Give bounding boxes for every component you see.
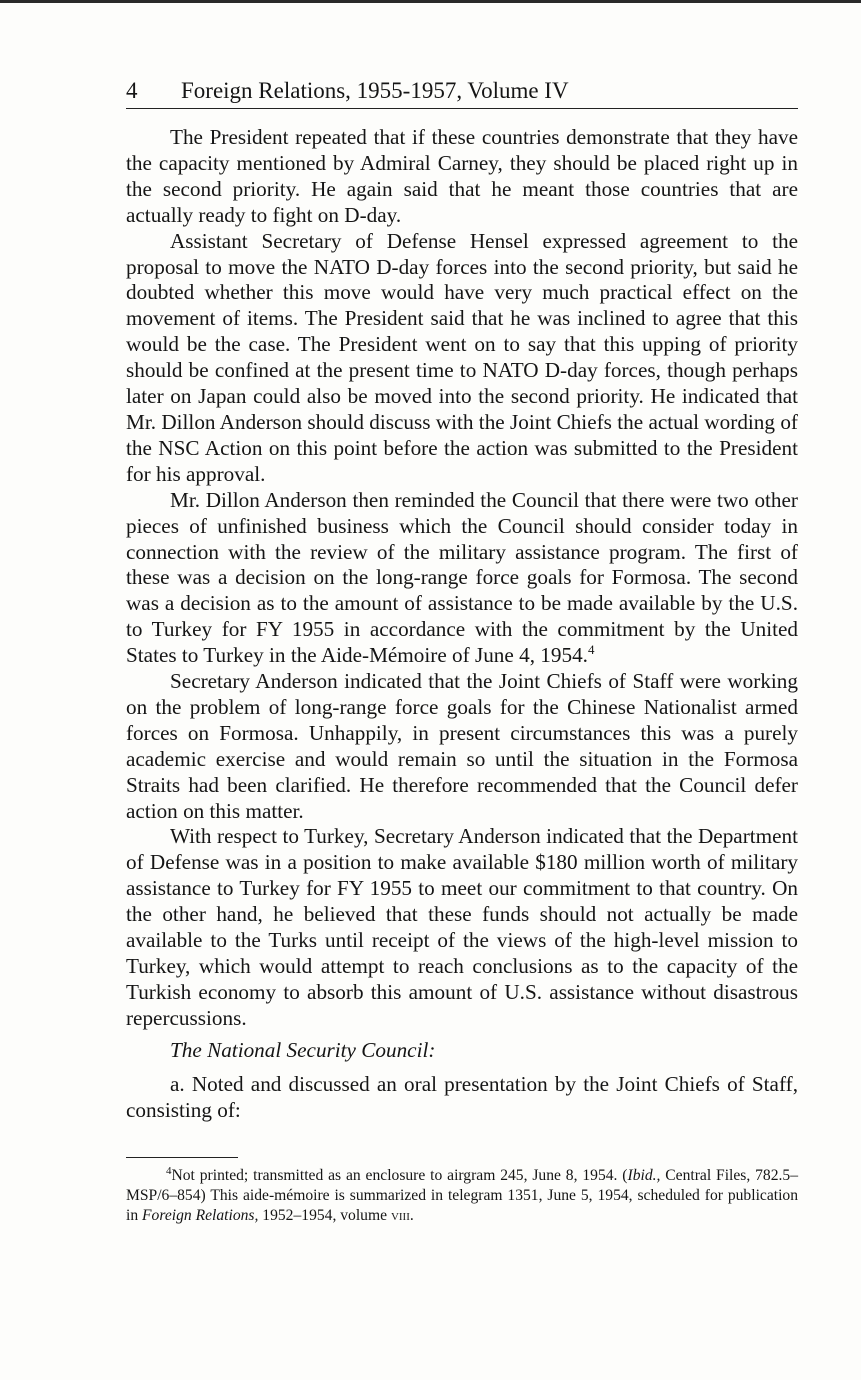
footnote: [126, 1166, 798, 1226]
council-item-a: a. Noted and discussed an oral presentation by the Joint Chiefs of Staff, consisting of:: [126, 1071, 798, 1122]
paragraph-4: Secretary Anderson indicated that the Joint Chiefs of Staff were working on the problem of long-range force goals for the Chinese Nationalist armed forces on Formosa. Unhappily, in present circumstances this was a purely academic exercise and would remain so until the situation in the Formosa Straits had been clarified. He therefore recommended that the Council defer action on this matter.: [126, 669, 798, 823]
running-header: [126, 76, 798, 109]
paragraph-5: With respect to Turkey, Secretary Anderson indicated that the Department of Defense was in a position to make available $180 million worth of military assistance to Turkey for FY 1955 to meet our commitment to that country. On the other hand, he believed that these funds should not actually be made available to the Turks until receipt of the views of the high-level mission to Turkey, which would attempt to reach conclusions as to the capacity of the Turkish economy to absorb this amount of U.S. assistance without disastrous repercussions.: [126, 824, 798, 1030]
footnote-text-4: .: [409, 1207, 414, 1225]
footnote-rule: [126, 1157, 238, 1158]
footnote-reference: 4: [587, 642, 595, 658]
footnote-text-2: Central Files, 782.5–MSP/6–854) This aide-mémoire is summarized in telegram 1351, June 5, 1954, scheduled for publication in: [126, 1167, 799, 1225]
page-top-edge: [0, 0, 861, 3]
footnote-text-1: Not printed; transmitted as an enclosure to airgram 245, June 8, 1954. (: [171, 1167, 628, 1185]
footnote-volume: viii: [390, 1207, 410, 1225]
paragraph-1: The President repeated that if these countries demonstrate that they have the capacity mentioned by Admiral Carney, they should be placed right up in the second priority. He again said that he meant those countries that are actually ready to fight on D-day.: [126, 125, 798, 227]
body-text: [126, 125, 798, 1123]
document-page: [126, 76, 798, 1226]
page-number: 4: [126, 78, 138, 103]
paragraph-3: [126, 488, 798, 669]
paragraph-2: Assistant Secretary of Defense Hensel expressed agreement to the proposal to move the NATO D-day forces into the second priority, but said he doubted whether this move would have very much practical effect on the movement of items. The President said that he was inclined to agree that this would be the case. The President went on to say that this upping of priority should be confined at the present time to NATO D-day forces, though perhaps later on Japan could also be moved into the second priority. He indicated that Mr. Dillon Anderson should discuss with the Joint Chiefs the actual wording of the NSC Action on this point before the action was submitted to the President for his approval.: [126, 228, 798, 486]
paragraph-3-text: Mr. Dillon Anderson then reminded the Council that there were two other pieces of unfinished business which the Council should consider today in connection with the review of the military assistance program. The first of these was a decision on the long-range force goals for Formosa. The second was a decision as to the amount of assistance to be made available by the U.S. to Turkey for FY 1955 in accordance with the commitment by the United States to Turkey in the Aide-Mémoire of June 4, 1954.: [126, 487, 798, 668]
footnote-marker: 4: [166, 1165, 172, 1178]
footnote-text-3: 1952–1954, volume: [258, 1207, 391, 1225]
running-title: Foreign Relations, 1955-1957, Volume IV: [181, 78, 569, 103]
council-heading: The National Security Council:: [170, 1037, 436, 1062]
footnote-series-title: Foreign Relations,: [142, 1207, 259, 1225]
footnote-ibid: Ibid.,: [627, 1167, 661, 1185]
